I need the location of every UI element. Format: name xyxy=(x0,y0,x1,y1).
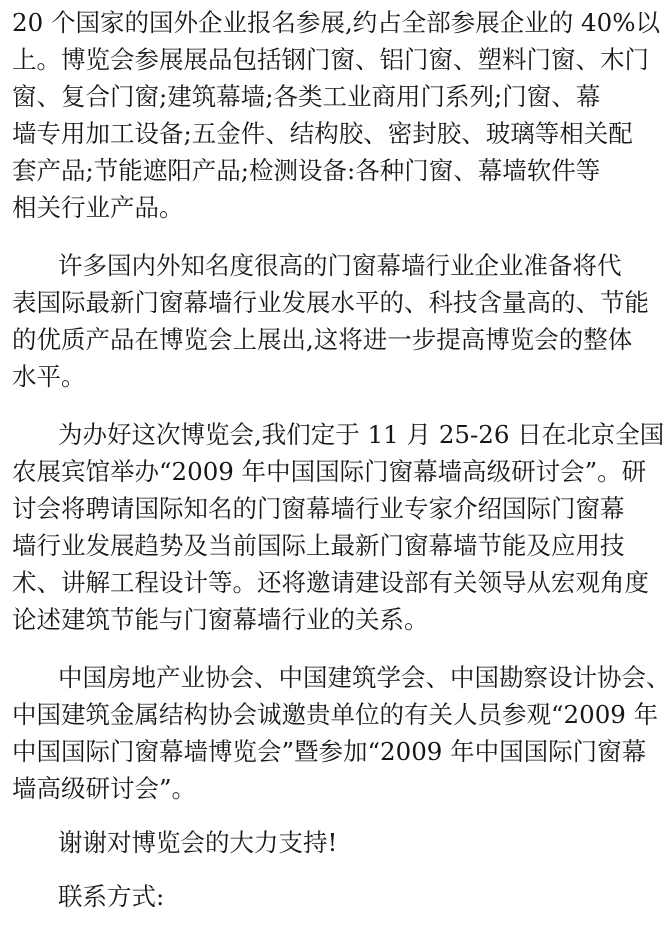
text-line: 窗、复合门窗;建筑幕墙;各类工业商用门系列;门窗、幕 xyxy=(12,82,601,111)
thanks-line: 谢谢对博览会的大力支持! xyxy=(58,828,338,857)
text-line: 术、讲解工程设计等。还将邀请建设部有关领导从宏观角度 xyxy=(12,568,649,597)
text-line: 20 个国家的国外企业报名参展,约占全部参展企业的 40%以 xyxy=(12,8,660,37)
text-line: 论述建筑节能与门窗幕墙行业的关系。 xyxy=(12,605,429,634)
contact-label: 联系方式: xyxy=(58,882,165,911)
text-line: 墙高级研讨会”。 xyxy=(12,774,197,803)
paragraph-seminar xyxy=(12,416,665,638)
text-line: 农展宾馆举办“2009 年中国国际门窗幕墙高级研讨会”。研 xyxy=(12,457,647,486)
text-line: 上。博览会参展展品包括钢门窗、铝门窗、塑料门窗、木门 xyxy=(12,45,649,74)
text-line: 中国房地产业协会、中国建筑学会、中国勘察设计协会、 xyxy=(58,663,671,692)
paragraph-companies xyxy=(12,247,649,395)
text-line: 中国建筑金属结构协会诚邀贵单位的有关人员参观“2009 年 xyxy=(12,700,659,729)
text-line: 墙行业发展趋势及当前国际上最新门窗幕墙节能及应用技 xyxy=(12,531,625,560)
text-line: 中国国际门窗幕墙博览会”暨参加“2009 年中国国际门窗幕 xyxy=(12,737,647,766)
text-line: 表国际最新门窗幕墙行业发展水平的、科技含量高的、节能 xyxy=(12,288,649,317)
paragraph-contact xyxy=(12,878,590,915)
text-line: 为办好这次博览会,我们定于 11 月 25-26 日在北京全国 xyxy=(58,420,665,449)
document-page xyxy=(12,4,671,915)
text-line: 的优质产品在博览会上展出,这将进一步提高博览会的整体 xyxy=(12,325,633,354)
text-line: 相关行业产品。 xyxy=(12,193,184,222)
text-line: 许多国内外知名度很高的门窗幕墙行业企业准备将代 xyxy=(58,251,622,280)
text-line: 水平。 xyxy=(12,362,86,391)
paragraph-exhibits xyxy=(12,4,660,226)
paragraph-invitation xyxy=(12,659,671,807)
text-line: 套产品;节能遮阳产品;检测设备:各种门窗、幕墙软件等 xyxy=(12,156,601,185)
text-line: 讨会将聘请国际知名的门窗幕墙行业专家介绍国际门窗幕 xyxy=(12,494,625,523)
paragraph-thanks xyxy=(12,824,590,861)
text-line: 墙专用加工设备;五金件、结构胶、密封胶、玻璃等相关配 xyxy=(12,119,633,148)
